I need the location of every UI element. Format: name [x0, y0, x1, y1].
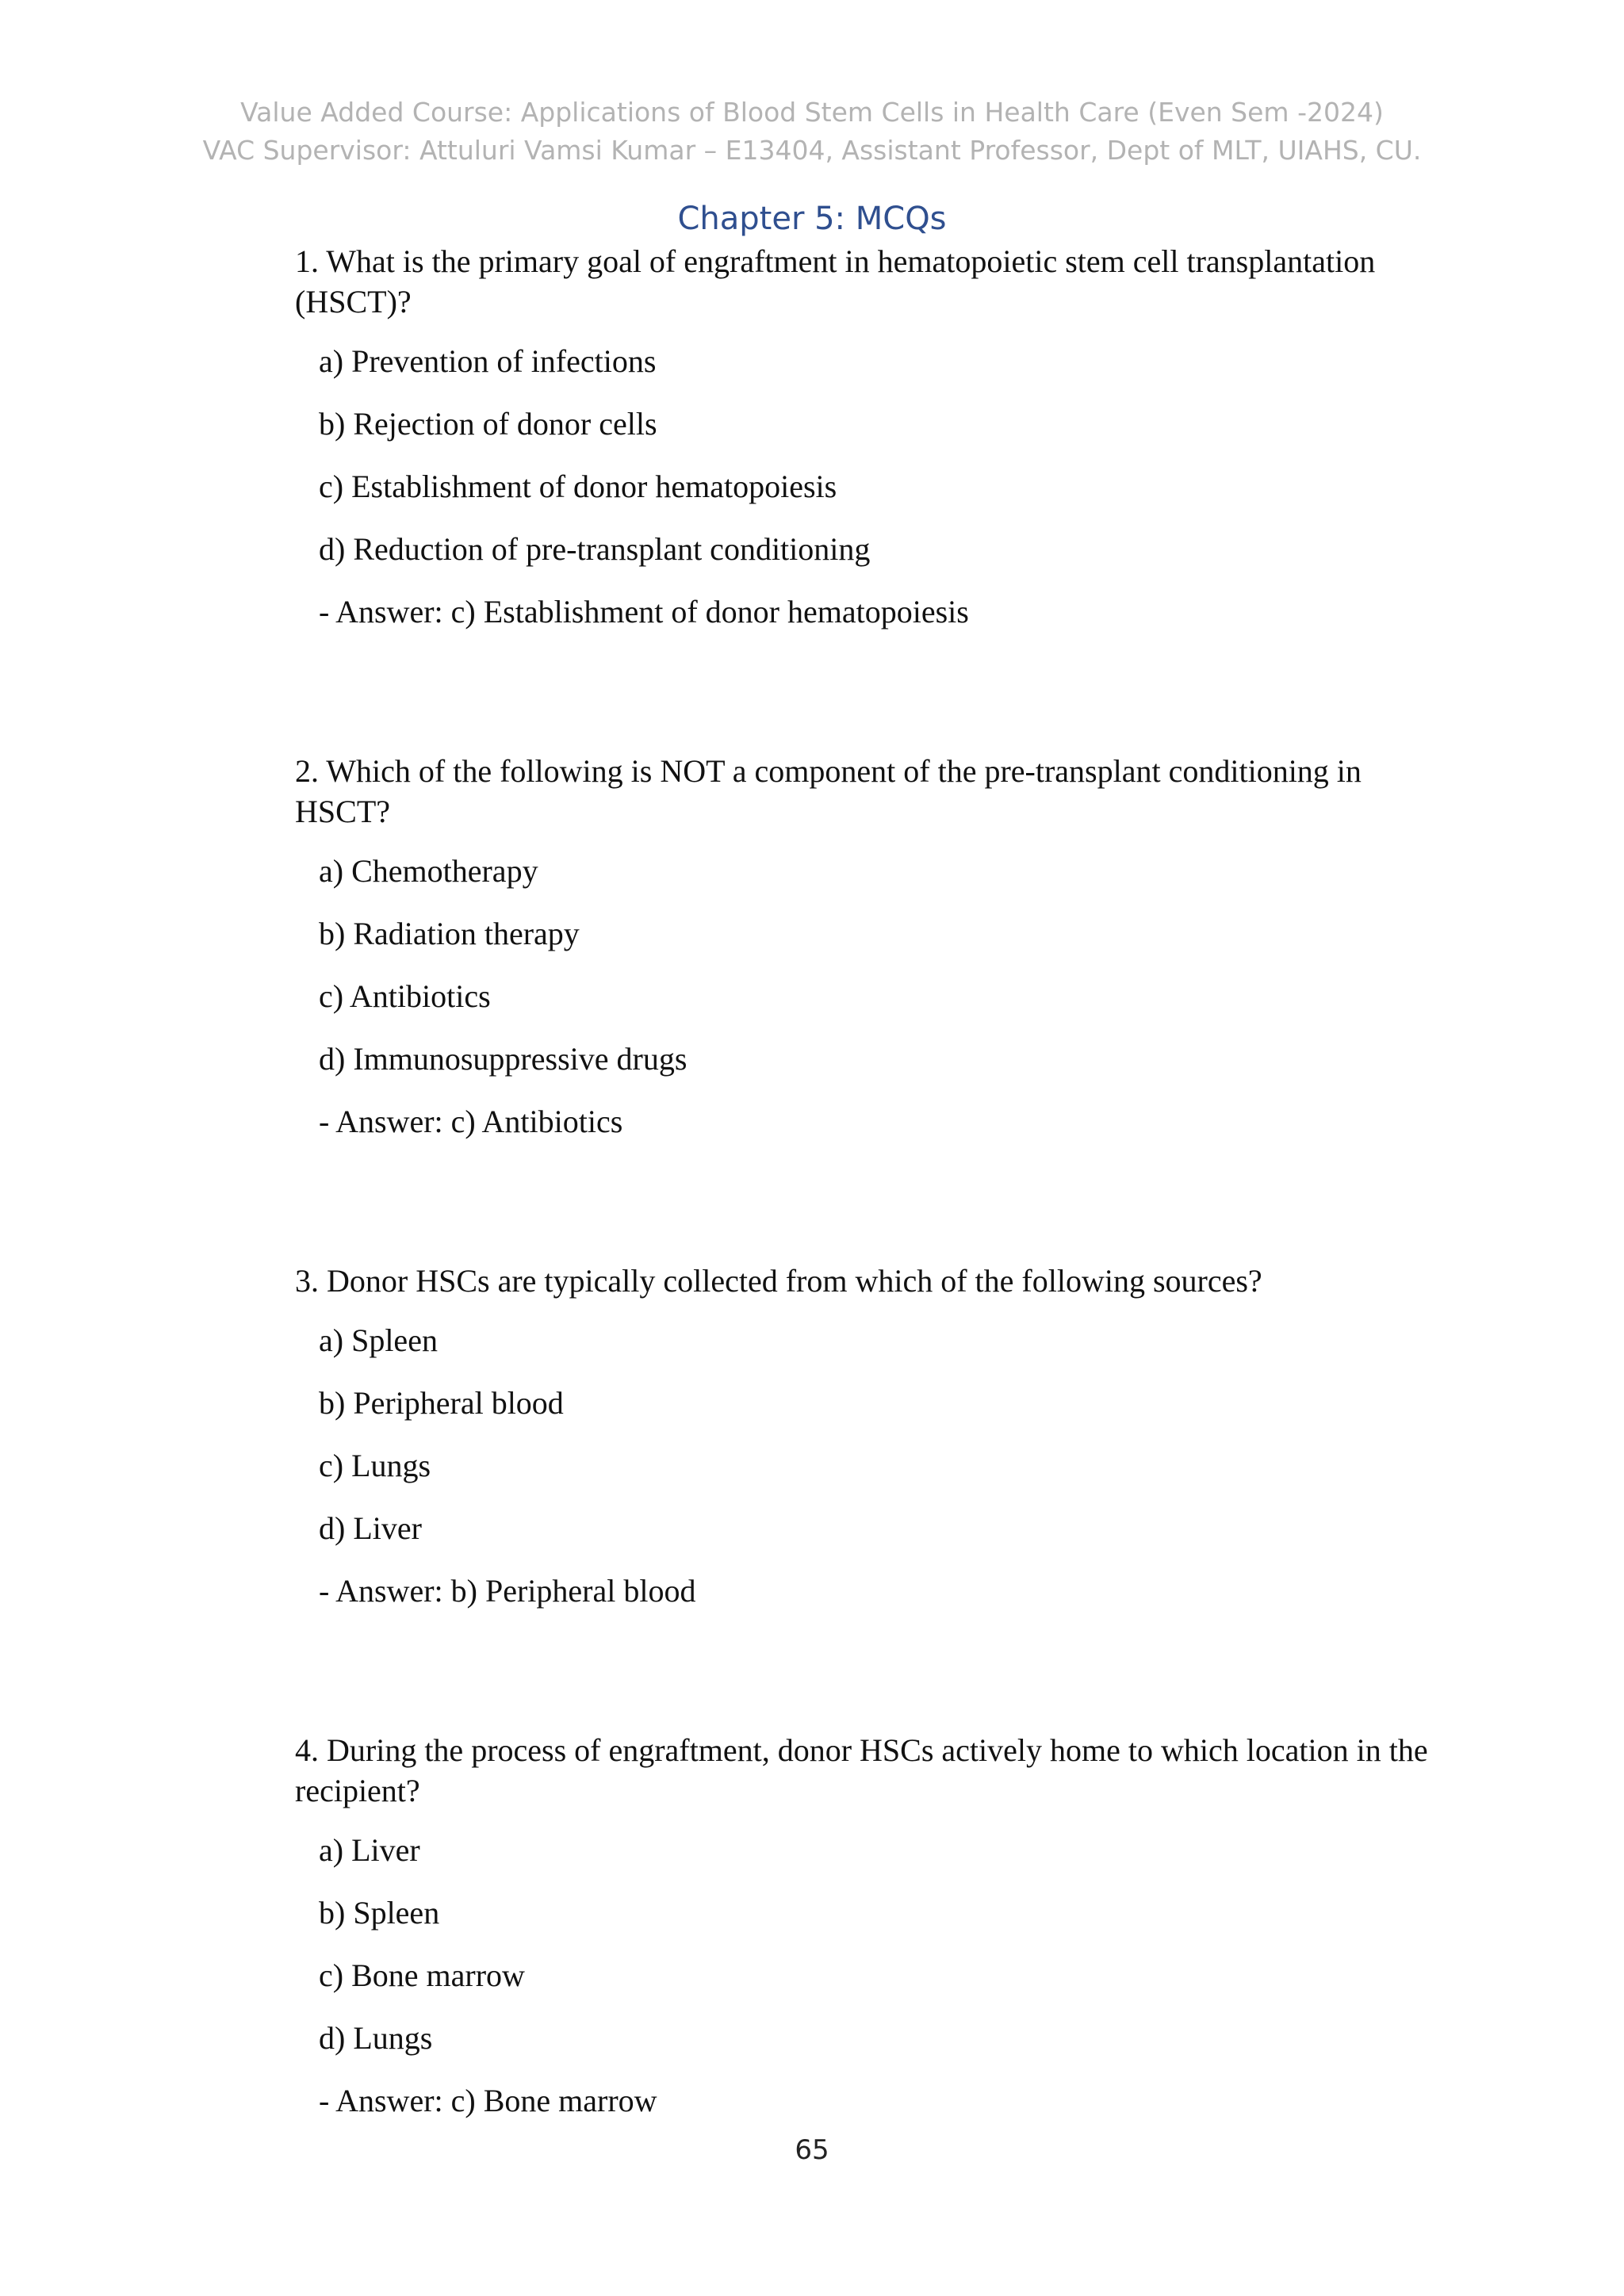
answer-line: - Answer: c) Establishment of donor hematopoiesis — [319, 594, 969, 629]
option-a: a) Liver — [319, 1832, 420, 1868]
option-a: a) Chemotherapy — [319, 853, 538, 889]
answer-line: - Answer: c) Bone marrow — [319, 2083, 657, 2118]
question-stem: 4. During the process of engraftment, donor HSCs actively home to which location in the recipient? — [295, 1732, 1428, 1808]
question-1 — [295, 241, 1437, 632]
option-d: d) Lungs — [319, 2020, 433, 2056]
page-number: 65 — [795, 2134, 829, 2166]
option-b: b) Peripheral blood — [319, 1385, 564, 1421]
question-3 — [295, 1261, 1437, 1611]
option-c: c) Establishment of donor hematopoiesis — [319, 469, 837, 504]
header-course-line: Value Added Course: Applications of Blood Stem Cells in Health Care (Even Sem -2024) — [240, 97, 1384, 128]
option-b: b) Spleen — [319, 1895, 440, 1931]
option-a: a) Prevention of infections — [319, 343, 657, 379]
option-b: b) Radiation therapy — [319, 916, 580, 951]
question-stem: 2. Which of the following is NOT a component of the pre-transplant conditioning in HSCT? — [295, 753, 1362, 829]
mcq-list — [295, 241, 1437, 2121]
question-2 — [295, 751, 1437, 1142]
question-stem: 3. Donor HSCs are typically collected from which of the following sources? — [295, 1263, 1262, 1299]
option-b: b) Rejection of donor cells — [319, 406, 657, 442]
option-d: d) Reduction of pre-transplant conditioning — [319, 531, 871, 567]
option-d: d) Immunosuppressive drugs — [319, 1041, 688, 1077]
running-header — [0, 94, 1624, 170]
option-c: c) Bone marrow — [319, 1957, 525, 1993]
question-4 — [295, 1730, 1437, 2121]
chapter-title: Chapter 5: MCQs — [677, 201, 947, 237]
option-d: d) Liver — [319, 1510, 422, 1546]
option-c: c) Antibiotics — [319, 978, 491, 1014]
answer-line: - Answer: b) Peripheral blood — [319, 1573, 696, 1609]
option-c: c) Lungs — [319, 1448, 431, 1483]
option-a: a) Spleen — [319, 1322, 438, 1358]
question-stem: 1. What is the primary goal of engraftment in hematopoietic stem cell transplantation (HSCT)? — [295, 243, 1376, 320]
answer-line: - Answer: c) Antibiotics — [319, 1104, 623, 1139]
header-supervisor-line: VAC Supervisor: Attuluri Vamsi Kumar – E13404, Assistant Professor, Dept of MLT, UIAHS, CU. — [202, 135, 1422, 166]
